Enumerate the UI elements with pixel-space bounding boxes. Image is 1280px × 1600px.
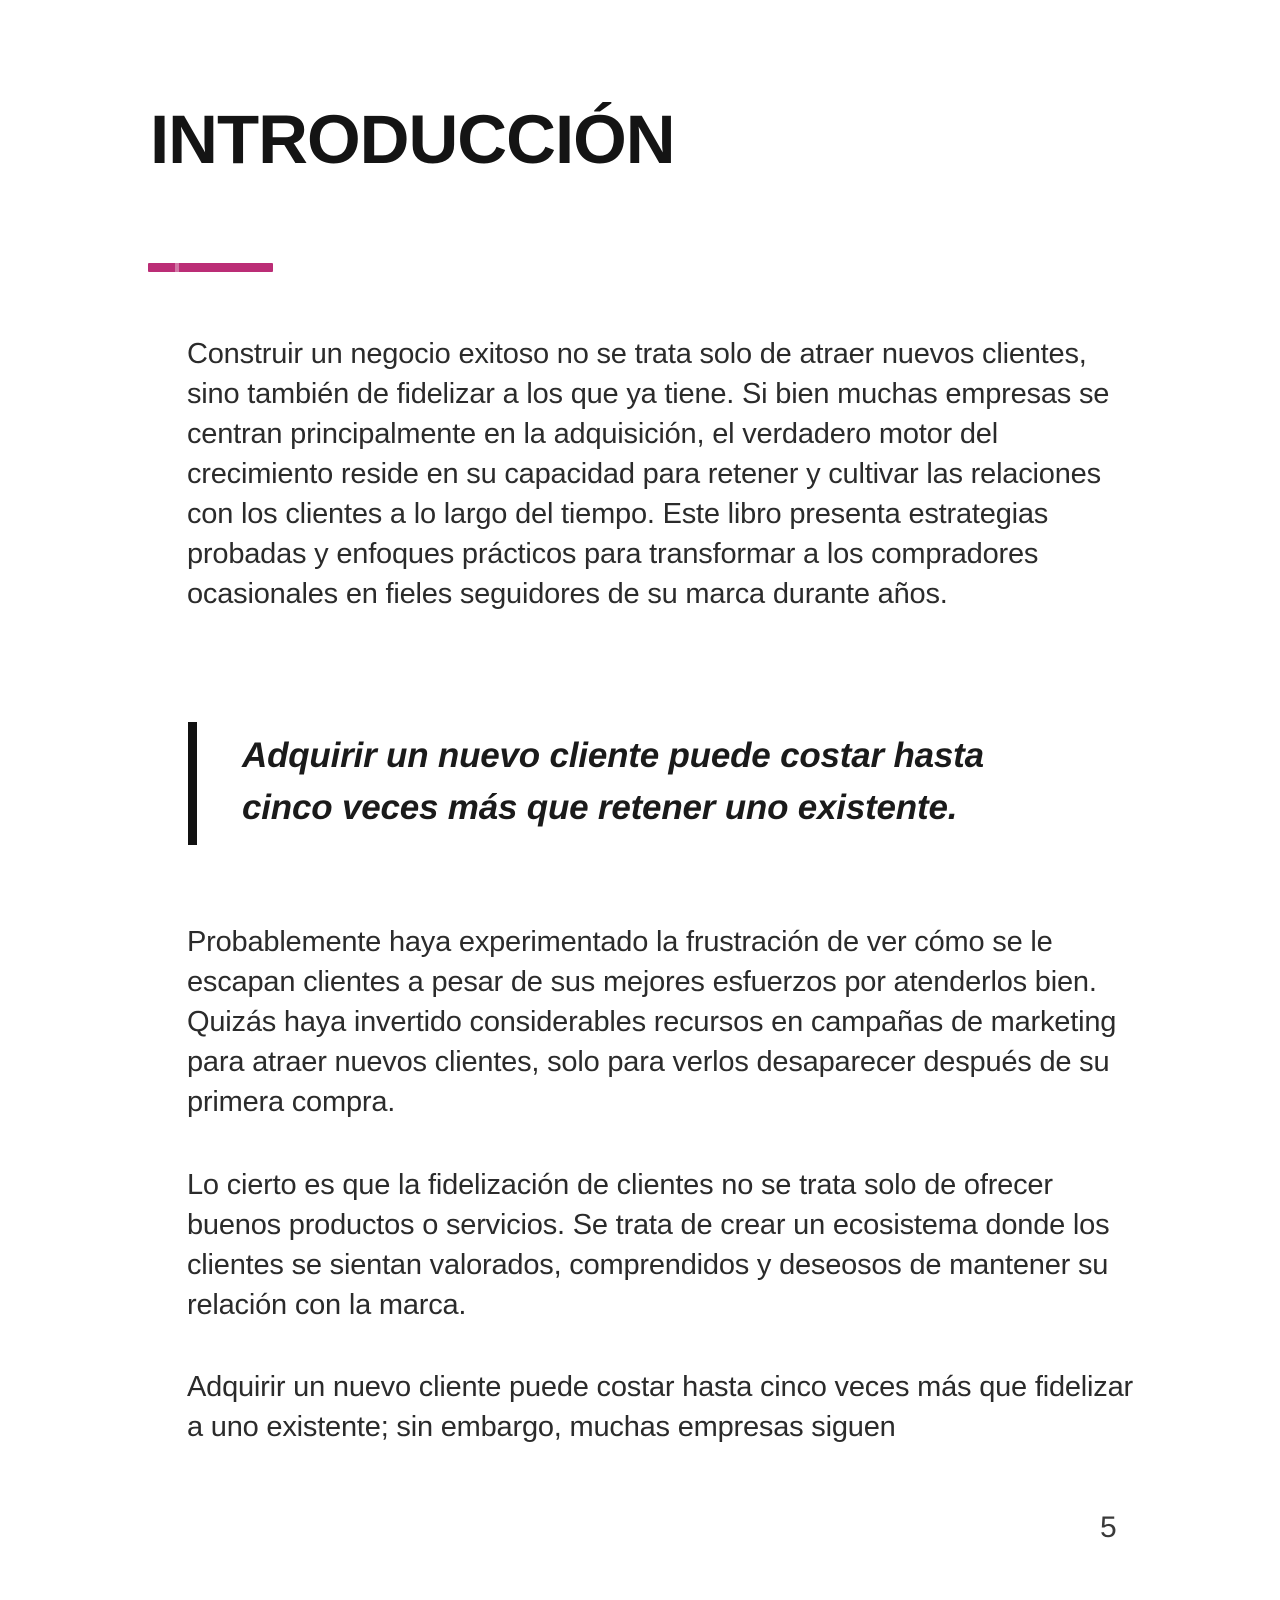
divider-notch [175,263,179,272]
intro-paragraph: Construir un negocio exitoso no se trata solo de atraer nuevos clientes, sino también de fidelizar a los que ya tiene. Si bien muchas empresas se centran principalmente en la adquisición, el verdadero motor del crecimiento reside en su capacidad para retener y cultivar las relaciones con los clientes a lo largo del tiempo. Este libro presenta estrategias probadas y enfoques prácticos para transformar a los compradores ocasionales en fieles seguidores de su marca durante años. [187,338,1110,610]
pull-quote-text: Adquirir un nuevo cliente puede costar hasta cinco veces más que retener uno existente. [242,736,984,827]
accent-divider [148,263,273,272]
page-number: 5 [1100,1511,1117,1544]
body-paragraph: Adquirir un nuevo cliente puede costar hasta cinco veces más que fidelizar a uno existente; sin embargo, muchas empresas siguen [187,1371,1133,1443]
pull-quote [188,722,1072,845]
page-title: INTRODUCCIÓN [150,101,675,178]
body-paragraph: Lo cierto es que la fidelización de clientes no se trata solo de ofrecer buenos productos o servicios. Se trata de crear un ecosistema donde los clientes se sientan valorados, comprendidos y deseosos de mantener su relación con la marca. [187,1169,1110,1321]
quote-left-bar [188,722,197,845]
body-paragraph: Probablemente haya experimentado la frustración de ver cómo se le escapan clientes a pesar de sus mejores esfuerzos por atenderlos bien. Quizás haya invertido considerables recursos en campañas de marketing para atraer nuevos clientes, solo para verlos desaparecer después de su primera compra. [187,926,1117,1118]
